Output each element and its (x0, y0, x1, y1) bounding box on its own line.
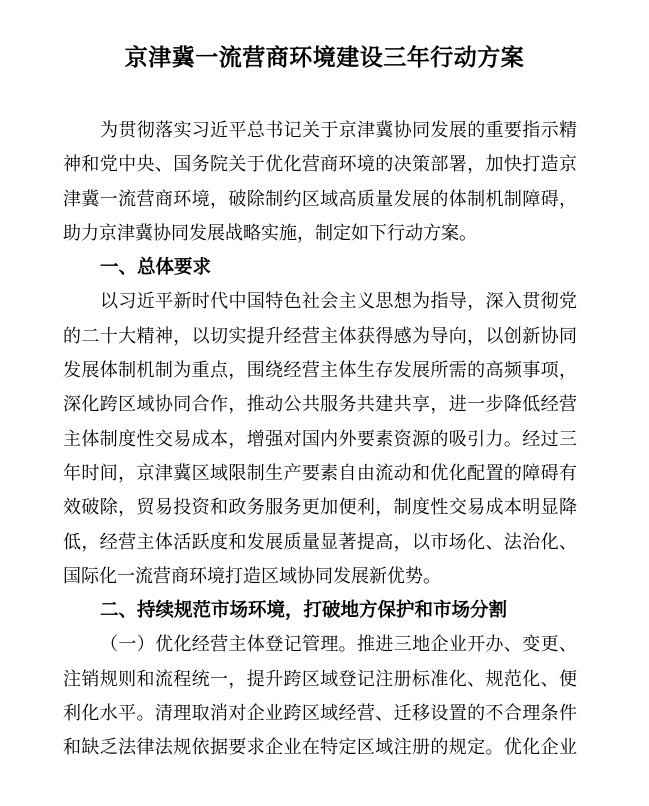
section-heading: 二、持续规范市场环境，打破地方保护和市场分割 (100, 599, 508, 621)
document-line: 的二十大精神，以切实提升经营主体获得感为导向，以创新协同 (63, 325, 577, 346)
document-line: 助力京津冀协同发展战略实施，制定如下行动方案。 (63, 222, 477, 243)
document-line: 年时间，京津冀区域限制生产要素自由流动和优化配置的障碍有 (63, 462, 577, 483)
document-line: 注销规则和流程统一，提升跨区域登记注册标准化、规范化、便 (63, 668, 577, 689)
document-title: 京津冀一流营商环境建设三年行动方案 (124, 45, 525, 70)
document-line: （一）优化经营主体登记管理。推进三地企业开办、变更、 (100, 634, 577, 655)
document-line: 效破除，贸易投资和政务服务更加便利，制度性交易成本明显降 (63, 497, 577, 518)
document-line: 为贯彻落实习近平总书记关于京津冀协同发展的重要指示精 (100, 120, 577, 140)
document-body (63, 113, 577, 765)
section-heading: 一、总体要求 (100, 256, 212, 278)
document-line: 以习近平新时代中国特色社会主义思想为指导，深入贯彻党 (100, 291, 577, 312)
document-line: 低，经营主体活跃度和发展质量显著提高，以市场化、法治化、 (63, 531, 577, 552)
document-line: 深化跨区域协同合作，推动公共服务共建共享，进一步降低经营 (63, 394, 577, 415)
document-line: 国际化一流营商环境打造区域协同发展新优势。 (63, 565, 441, 586)
document-line: 神和党中央、国务院关于优化营商环境的决策部署，加快打造京 (63, 154, 577, 175)
document-line: 津冀一流营商环境，破除制约区域高质量发展的体制机制障碍， (63, 188, 577, 209)
document-line: 利化水平。清理取消对企业跨区域经营、迁移设置的不合理条件 (63, 703, 577, 724)
document-line: 发展体制机制为重点，围绕经营主体生存发展所需的高频事项， (63, 360, 577, 381)
document-line: 主体制度性交易成本，增强对国内外要素资源的吸引力。经过三 (63, 428, 577, 449)
document-line: 和缺乏法律法规依据要求企业在特定区域注册的规定。优化企业 (63, 737, 577, 758)
